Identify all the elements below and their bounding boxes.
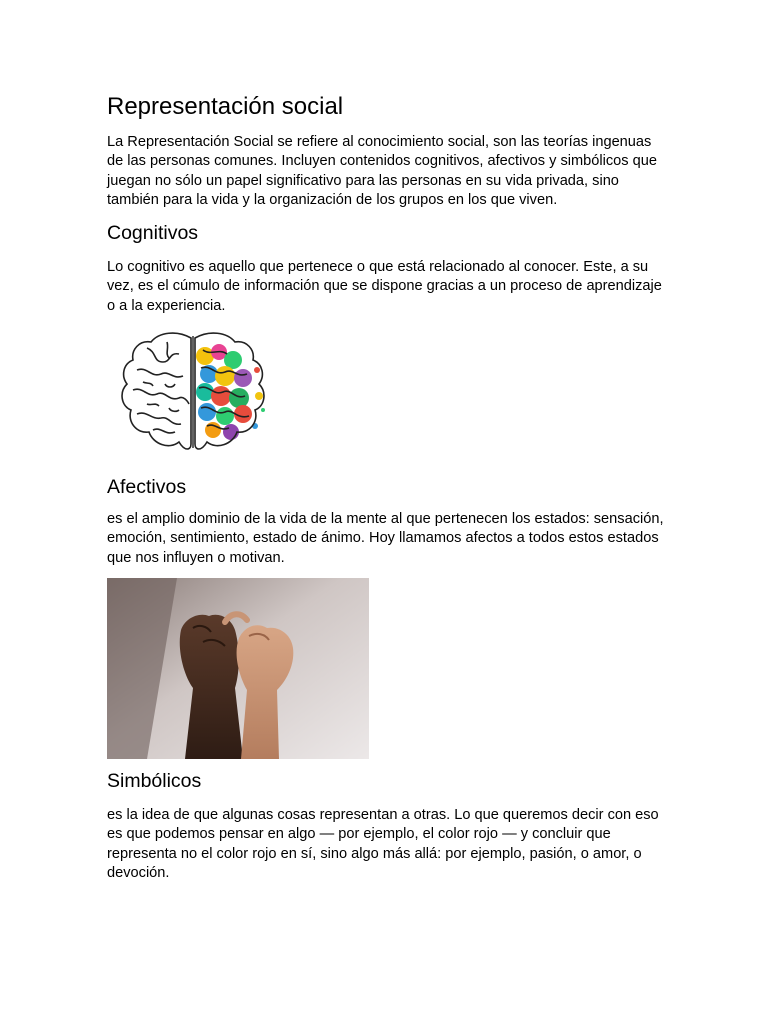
brain-illustration	[107, 326, 279, 464]
section-text-cognitivos: Lo cognitivo es aquello que pertenece o que está relacionado al conocer. Este, a su vez, es el cúmulo de información que se dispone gracias a un proceso de aprendizaje o a la experiencia.	[107, 259, 662, 314]
section-text-simbolicos: es la idea de que algunas cosas representan a otras. Lo que queremos decir con eso es que podemos pensar en algo — por ejemplo, el color rojo — y concluir que representa no el color rojo en sí, sino algo más allá: por ejemplo, pasión, o amor, o devoción.	[107, 807, 659, 882]
section-heading-afectivos: Afectivos	[107, 476, 187, 498]
section-heading-cognitivos: Cognitivos	[107, 222, 199, 244]
section-text-afectivos: es el amplio dominio de la vida de la mente al que pertenecen los estados: sensación, emoción, sentimiento, estado de ánimo. Hoy llamamos afectos a todos estos estados que nos influyen o motivan.	[107, 511, 664, 566]
section-heading-simbolicos: Simbólicos	[107, 770, 202, 792]
hands-photo	[107, 578, 369, 759]
document-title: Representación social	[107, 93, 344, 120]
intro-paragraph: La Representación Social se refiere al conocimiento social, son las teorías ingenuas de las personas comunes. Incluyen contenidos cognitivos, afectivos y simbólicos que juegan no sólo un papel significativo para las personas en su vida privada, sino también para la vida y la organización de los grupos en los que viven.	[107, 134, 657, 209]
